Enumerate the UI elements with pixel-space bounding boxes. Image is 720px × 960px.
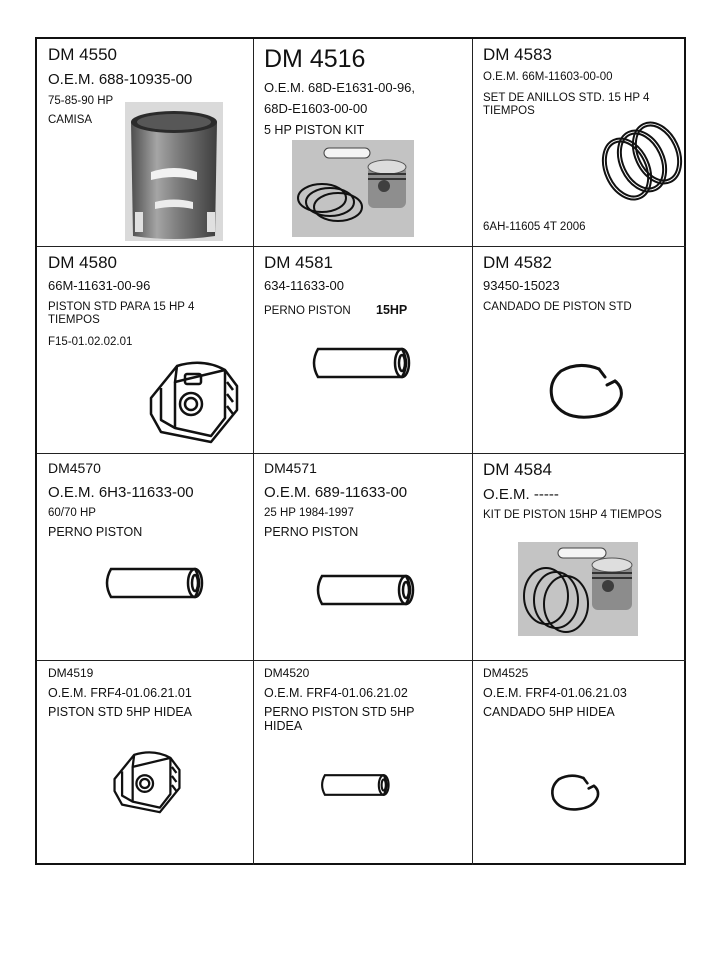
part-code: DM 4582 [483,253,552,272]
part-spec: 25 HP 1984-1997 [264,507,354,519]
part-code: DM 4580 [48,253,117,272]
part-code: DM4570 [48,460,101,476]
catalog-cell-dm4582 [473,247,686,453]
part-code: DM 4583 [483,45,552,64]
part-spec: 60/70 HP [48,507,96,519]
part-code: DM4571 [264,460,317,476]
part-description: CAMISA [48,114,93,126]
catalog-cell-dm4516 [254,39,472,246]
part-description: PISTON STD 5HP HIDEA [48,705,193,719]
oem-number: O.E.M. 688-10935-00 [48,71,193,88]
piston-drawing [141,352,247,452]
part-description: PISTON STD PARA 15 HP 4 TIEMPOS [48,301,195,327]
catalog-cell-dm4571 [254,454,472,660]
catalog-cell-dm4580 [37,247,253,453]
oem-number: O.E.M. 66M-11603-00-00 [483,71,613,83]
oem-number: O.E.M. FRF4-01.06.21.02 [264,686,408,700]
piston-pin-drawing [306,343,416,383]
part-note: F15-01.02.02.01 [48,336,133,348]
catalog-cell-dm4550 [37,39,253,246]
part-description: SET DE ANILLOS STD. 15 HP 4 TIEMPOS [483,92,650,118]
oem-number: O.E.M. 6H3-11633-00 [48,484,194,501]
oem-number: 93450-15023 [483,278,560,293]
part-code: DM4525 [483,666,529,680]
part-description: PERNO PISTON [264,305,351,317]
part-description: KIT DE PISTON 15HP 4 TIEMPOS [483,509,662,521]
part-code: DM4520 [264,666,310,680]
catalog-cell-dm4583 [473,39,686,246]
catalog-cell-dm4520 [254,661,472,865]
piston-pin-drawing [310,570,420,610]
circlip-drawing [543,359,629,425]
catalog-cell-dm4519 [37,661,253,865]
part-code: DM 4550 [48,45,117,64]
part-description: PERNO PISTON [48,525,143,539]
piston-drawing [107,743,187,821]
catalog-cell-dm4584 [473,454,686,660]
part-note: 6AH-11605 4T 2006 [483,221,586,233]
part-description: PERNO PISTON [264,525,359,539]
piston-rings-drawing [585,107,683,217]
part-description: CANDADO DE PISTON STD [483,301,632,313]
part-spec: 75-85-90 HP [48,95,114,107]
piston-pin-drawing [316,771,394,799]
part-description: CANDADO 5HP HIDEA [483,705,615,719]
oem-number: O.E.M. FRF4-01.06.21.01 [48,686,192,700]
catalog-cell-dm4581 [254,247,472,453]
piston-pin-drawing [99,563,209,603]
part-code: DM4519 [48,666,94,680]
oem-number: O.E.M. 68D-E1631-00-96, [264,80,416,95]
part-code: DM 4581 [264,253,333,272]
part-code: DM 4516 [264,45,366,73]
cylinder-sleeve-photo [125,102,223,241]
oem-number: 634-11633-00 [264,278,344,293]
part-description: PERNO PISTON STD 5HP HIDEA [264,705,415,734]
piston-kit-photo [518,542,638,636]
part-description: 5 HP PISTON KIT [264,123,365,137]
oem-number: O.E.M. ----- [483,486,559,503]
oem-number: O.E.M. 689-11633-00 [264,484,408,501]
circlip-drawing [547,771,603,815]
catalog-cell-dm4570 [37,454,253,660]
oem-number-2: 68D-E1603-00-00 [264,101,368,116]
oem-number: 66M-11631-00-96 [48,278,151,293]
catalog-cell-dm4525 [473,661,686,865]
oem-number: O.E.M. FRF4-01.06.21.03 [483,686,627,700]
piston-kit-photo [292,140,414,237]
parts-catalog-grid [35,37,686,865]
part-code: DM 4584 [483,460,552,479]
part-hp: 15HP [376,303,408,317]
